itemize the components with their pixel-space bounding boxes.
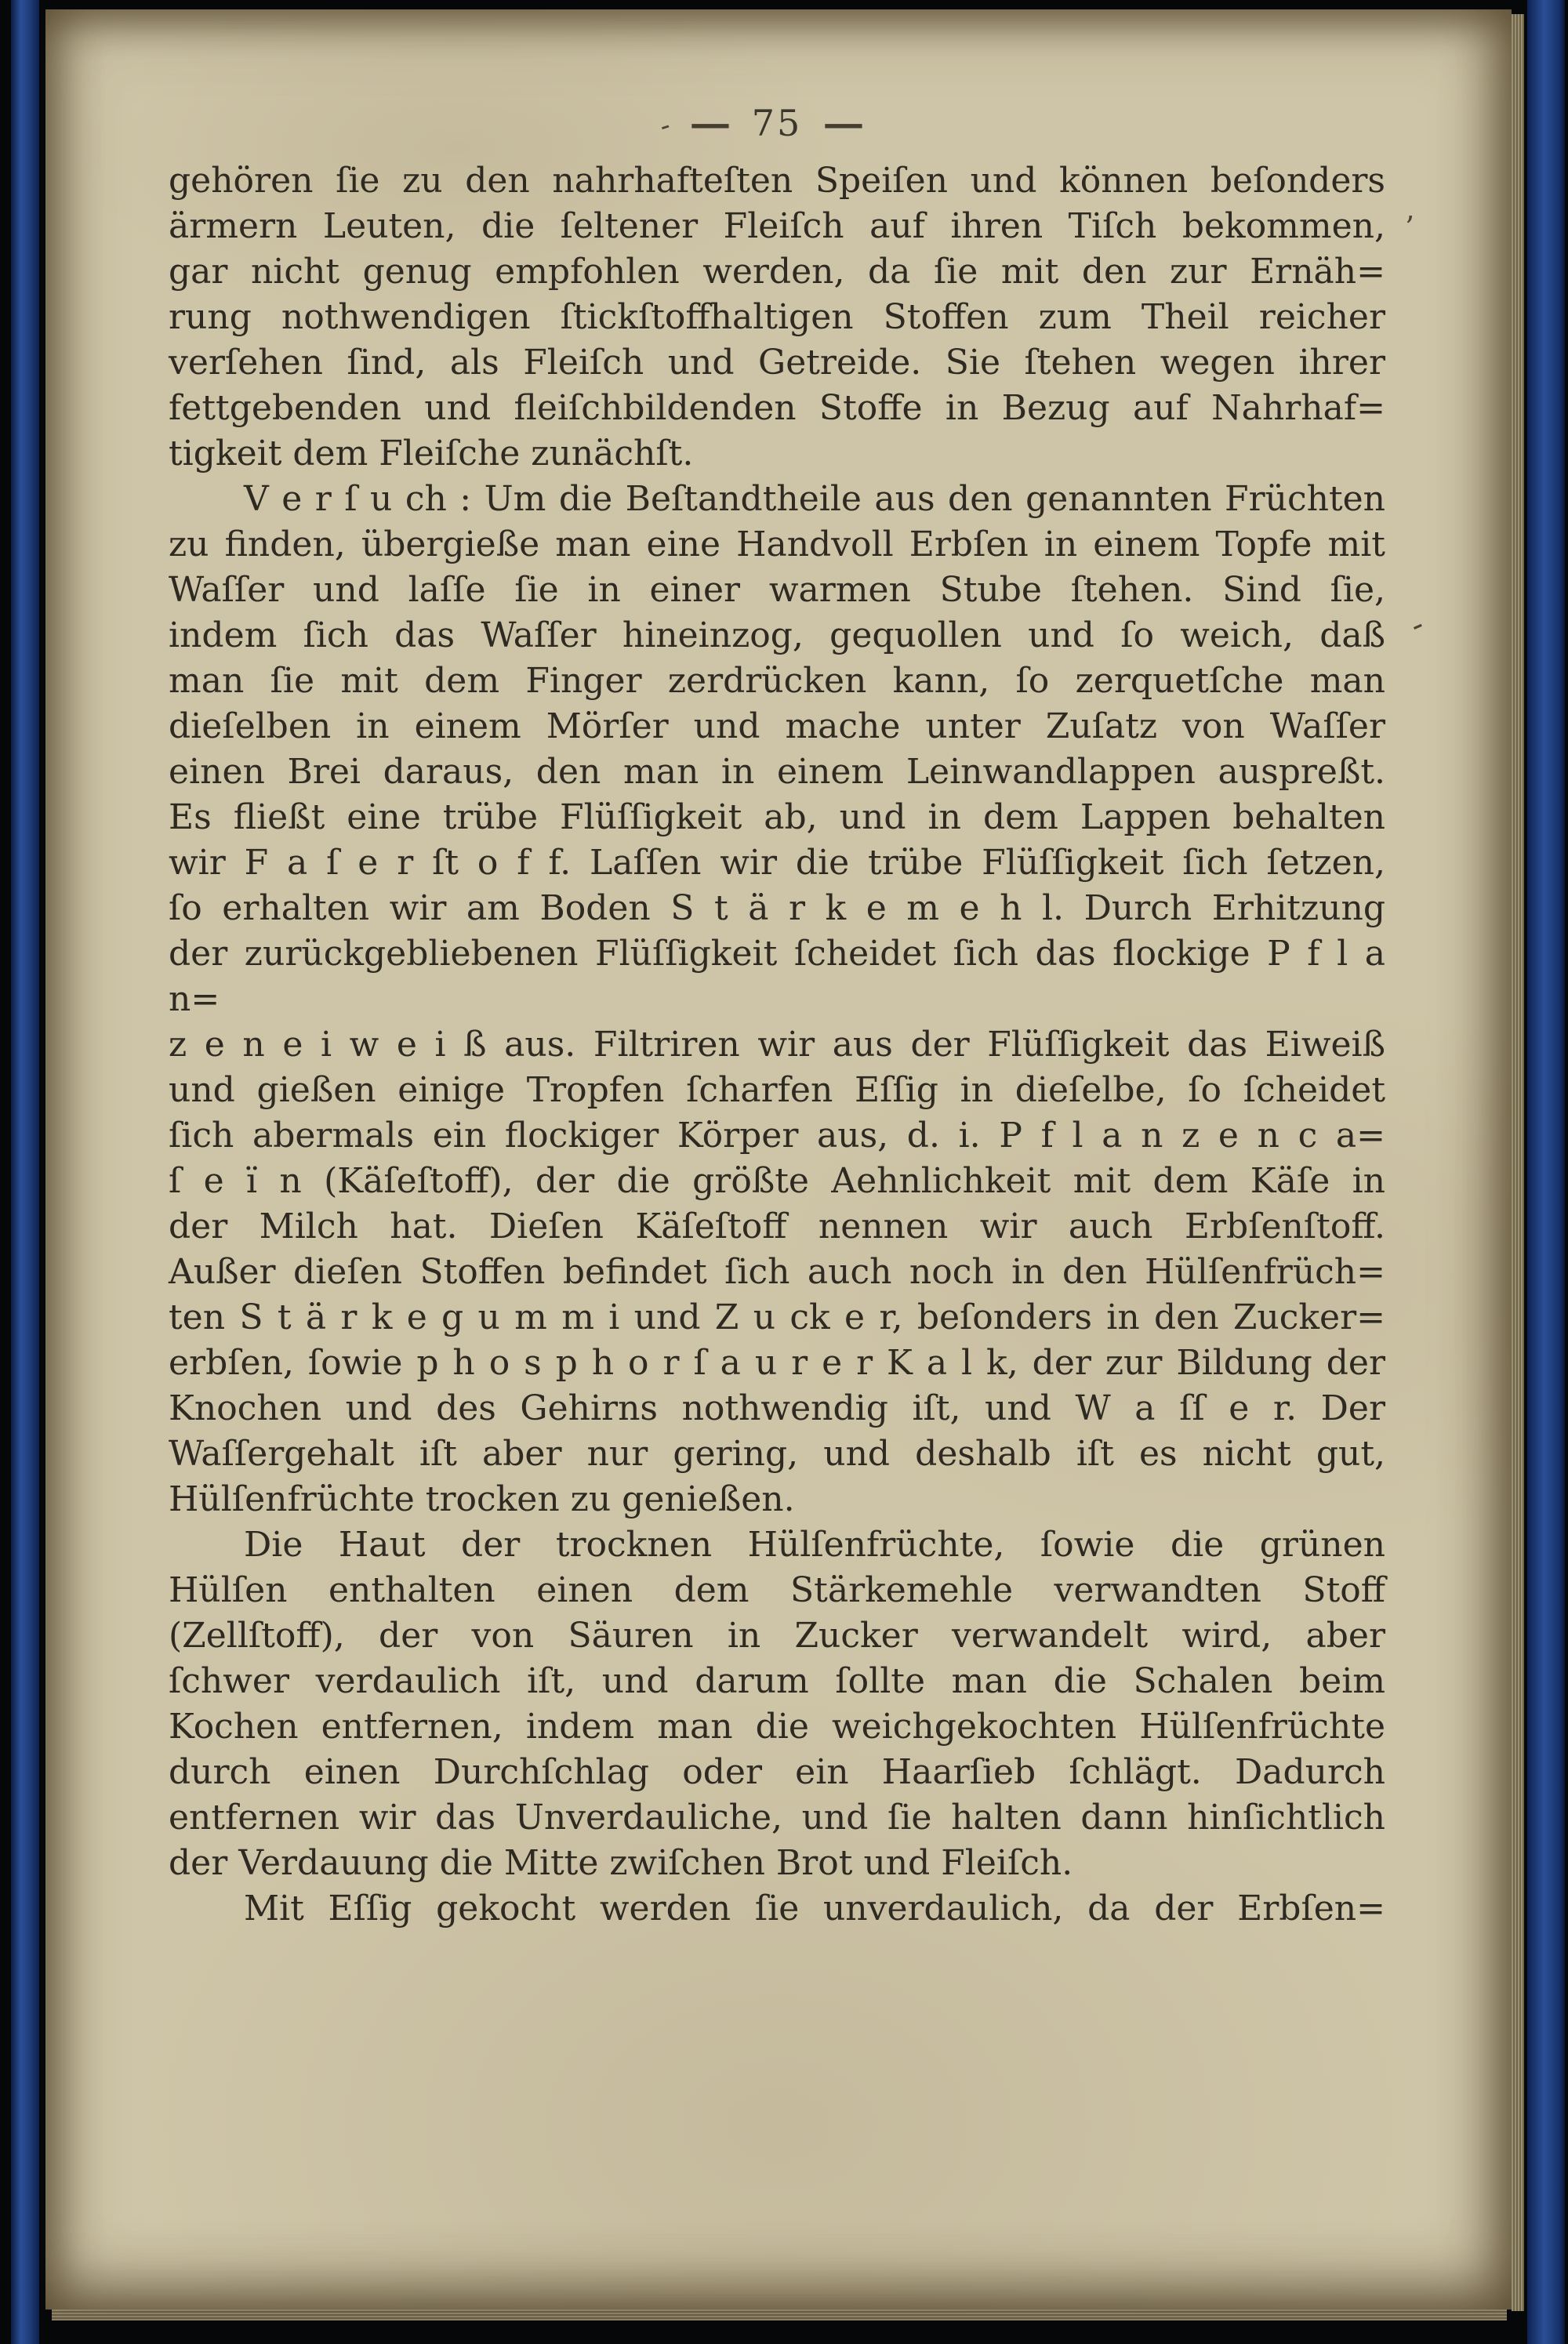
text-line: Die Haut der trocknen Hülſenfrüchte, ſowie die grünen <box>244 1525 1385 1565</box>
text-line: Kochen entfernen, indem man die weichgekochten Hülſenfrüchte <box>169 1707 1385 1747</box>
text-line: Mit Eſſig gekocht werden ſie unverdaulich, da der Erbſen= <box>244 1889 1385 1929</box>
text-line: ſo erhalten wir am Boden S t ä r k e m e h l. Durch Erhitzung <box>169 888 1385 928</box>
text-line: entfernen wir das Unverdauliche, und ſie halten dann hinſichtlich <box>169 1798 1385 1838</box>
page-fore-edge-right <box>1512 14 1524 2311</box>
paragraph <box>169 477 1385 1522</box>
paragraph <box>169 158 1385 477</box>
header-right-dash: — <box>822 102 865 144</box>
text-line: einen Brei daraus, den man in einem Leinwandlappen auspreßt. <box>169 752 1385 792</box>
page-number: 75 <box>751 102 803 144</box>
book-cover-left <box>11 0 39 2344</box>
text-line: Waſſer und laſſe ſie in einer warmen Stube ſtehen. Sind ſie, <box>169 570 1385 610</box>
text-line: z e n e i w e i ß aus. Filtriren wir aus der Flüſſigkeit das Eiweiß <box>169 1025 1385 1065</box>
text-line: Hülſenfrüchte trocken zu genießen. <box>169 1479 795 1519</box>
text-line: tigkeit dem Fleiſche zunächſt. <box>169 434 694 474</box>
text-line: ſich abermals ein flockiger Körper aus, d. i. P f l a n z e n c a= <box>169 1116 1385 1156</box>
text-line: verſehen ſind, als Fleiſch und Getreide. Sie ſtehen wegen ihrer <box>169 343 1385 383</box>
text-line: gar nicht genug empfohlen werden, da ſie mit den zur Ernäh= <box>169 252 1385 292</box>
page-header <box>169 102 1385 144</box>
text-line: ſchwer verdaulich iſt, und darum ſollte man die Schalen beim <box>169 1661 1385 1701</box>
text-line: ten S t ä r k e g u m m i und Z u ck e r, beſonders in den Zucker= <box>169 1297 1385 1337</box>
book-cover-right <box>1527 0 1565 2344</box>
text-line: Waſſergehalt iſt aber nur gering, und deshalb iſt es nicht gut, <box>169 1434 1385 1474</box>
text-line: der Milch hat. Dieſen Käſeſtoff nennen wir auch Erbſenſtoff. <box>169 1206 1385 1246</box>
ink-mark: - <box>655 109 675 143</box>
ink-mark: ’ <box>1405 210 1415 245</box>
paragraph <box>169 1522 1385 1886</box>
text-line: V e r ſ u ch : Um die Beſtandtheile aus den genannten Früchten <box>244 479 1385 519</box>
text-line: rung nothwendigen ſtickſtoffhaltigen Stoffen zum Theil reicher <box>169 297 1385 337</box>
text-line: dieſelben in einem Mörſer und mache unter Zuſatz von Waſſer <box>169 706 1385 746</box>
text-block <box>169 158 1385 1932</box>
text-line: Hülſen enthalten einen dem Stärkemehle verwandten Stoff <box>169 1570 1385 1610</box>
text-line: Es fließt eine trübe Flüſſigkeit ab, und in dem Lappen behalten <box>169 797 1385 837</box>
text-line: und gießen einige Tropfen ſcharfen Eſſig in dieſelbe, ſo ſcheidet <box>169 1070 1385 1110</box>
text-line: fettgebenden und fleiſchbildenden Stoffe in Bezug auf Nahrhaf= <box>169 388 1385 428</box>
text-line: gehören ſie zu den nahrhafteſten Speiſen und können beſonders <box>169 161 1385 201</box>
text-line: wir F a ſ e r ſt o f f. Laſſen wir die trübe Flüſſigkeit ſich ſetzen, <box>169 843 1385 883</box>
text-line: ärmern Leuten, die ſeltener Fleiſch auf ihren Tiſch bekommen, <box>169 206 1385 246</box>
text-line: indem ſich das Waſſer hineinzog, gequollen und ſo weich, daß <box>169 615 1385 655</box>
text-line: durch einen Durchſchlag oder ein Haarſieb ſchlägt. Dadurch <box>169 1752 1385 1792</box>
text-line: Außer dieſen Stoffen befindet ſich auch noch in den Hülſenfrüch= <box>169 1252 1385 1292</box>
text-line: der zurückgebliebenen Flüſſigkeit ſcheidet ſich das flockige P f l a n= <box>169 934 1385 1019</box>
text-line: erbſen, ſowie p h o s p h o r ſ a u r e r K a l k, der zur Bildung der <box>169 1343 1385 1383</box>
text-line: (Zellſtoff), der von Säuren in Zucker verwandelt wird, aber <box>169 1616 1385 1656</box>
text-line: man ſie mit dem Finger zerdrücken kann, ſo zerquetſche man <box>169 661 1385 701</box>
text-line: Knochen und des Gehirns nothwendig iſt, und W a ſſ e r. Der <box>169 1388 1385 1428</box>
paragraph <box>169 1886 1385 1932</box>
page-fore-edge-bottom <box>52 2310 1507 2320</box>
text-line: ſ e ï n (Käſeſtoff), der die größte Aehnlichkeit mit dem Käſe in <box>169 1161 1385 1201</box>
ink-mark: - <box>1403 604 1430 644</box>
text-line: der Verdauung die Mitte zwiſchen Brot und Fleiſch. <box>169 1843 1073 1883</box>
header-left-dash: — <box>689 102 731 144</box>
text-line: zu finden, übergieße man eine Handvoll Erbſen in einem Topfe mit <box>169 524 1385 564</box>
